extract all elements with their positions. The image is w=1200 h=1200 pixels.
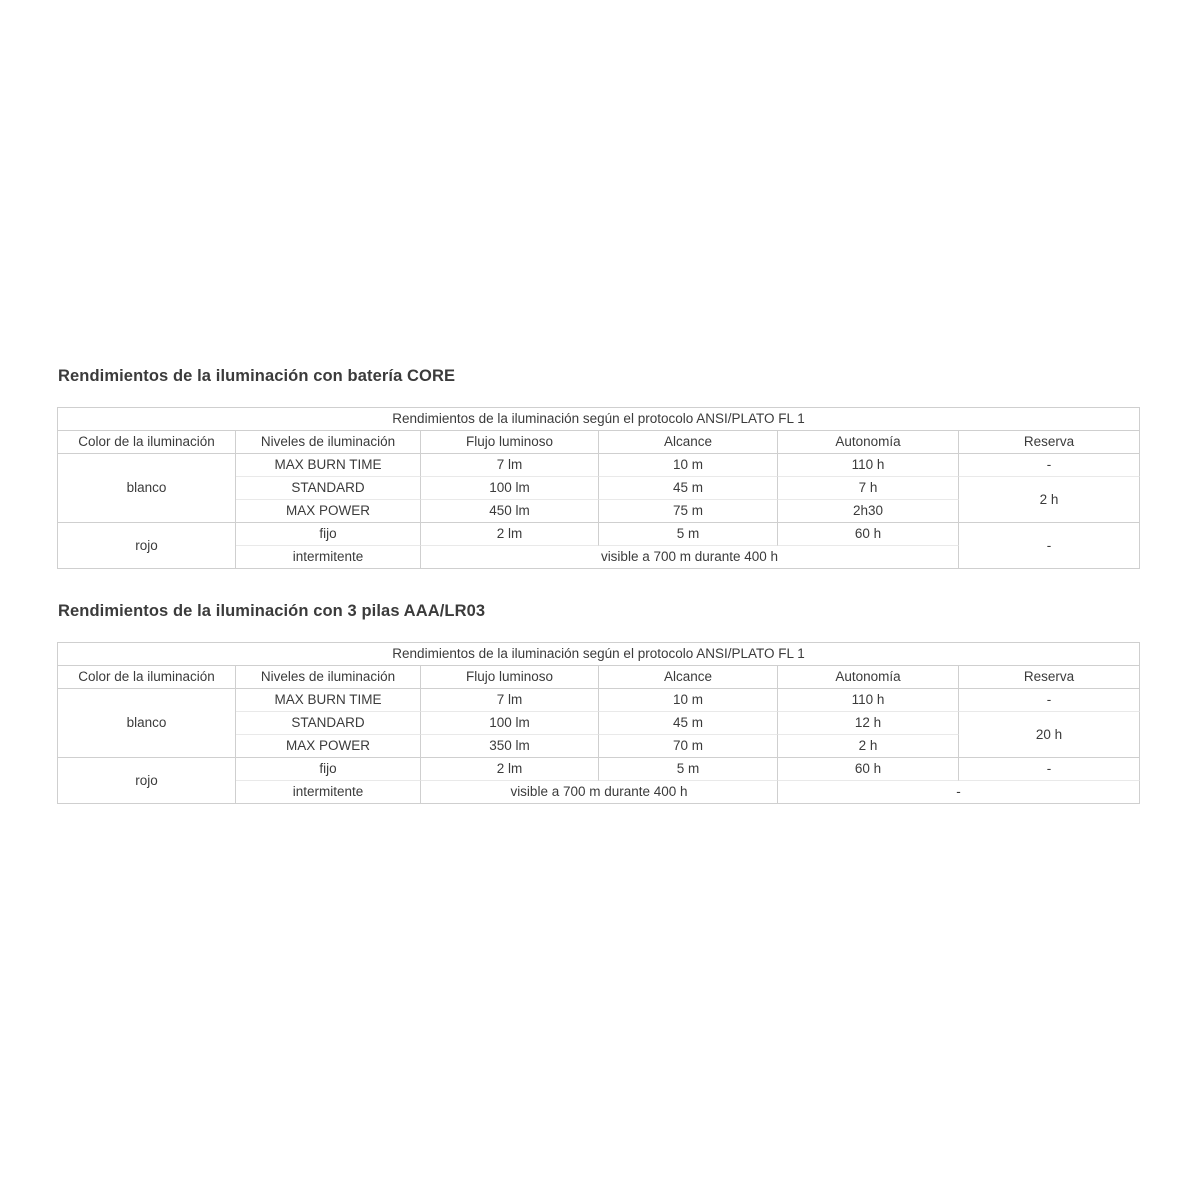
col-header-autonomia: Autonomía <box>778 431 959 454</box>
col-header-niveles-iluminacion: Niveles de iluminación <box>236 431 421 454</box>
cell-nivel: intermitente <box>236 546 421 569</box>
cell-color-rojo: rojo <box>58 758 236 804</box>
cell-alcance: 45 m <box>599 712 778 735</box>
col-header-reserva: Reserva <box>959 431 1140 454</box>
cell-reserva: 2 h <box>959 477 1140 523</box>
cell-nivel: MAX POWER <box>236 500 421 523</box>
section-title-core: Rendimientos de la iluminación con batería CORE <box>58 367 456 385</box>
cell-nivel: fijo <box>236 758 421 781</box>
cell-alcance: 10 m <box>599 689 778 712</box>
cell-autonomia: 2 h <box>778 735 959 758</box>
cell-autonomia: 110 h <box>778 689 959 712</box>
cell-color-rojo: rojo <box>58 523 236 569</box>
cell-autonomia: 60 h <box>778 758 959 781</box>
col-header-flujo-luminoso: Flujo luminoso <box>421 666 599 689</box>
cell-alcance: 10 m <box>599 454 778 477</box>
cell-color-blanco: blanco <box>58 689 236 758</box>
col-header-color-iluminacion: Color de la iluminación <box>58 666 236 689</box>
cell-reserva: 20 h <box>959 712 1140 758</box>
protocol-header-row <box>58 408 1140 431</box>
cell-nivel: MAX BURN TIME <box>236 454 421 477</box>
cell-flujo-luminoso: 2 lm <box>421 758 599 781</box>
cell-flujo-luminoso: 7 lm <box>421 454 599 477</box>
cell-flujo-luminoso: 450 lm <box>421 500 599 523</box>
cell-nivel: STANDARD <box>236 712 421 735</box>
cell-flujo-luminoso: 350 lm <box>421 735 599 758</box>
col-header-flujo-luminoso: Flujo luminoso <box>421 431 599 454</box>
cell-visibilidad: visible a 700 m durante 400 h <box>421 781 778 804</box>
section-title-aaa: Rendimientos de la iluminación con 3 pilas AAA/LR03 <box>58 602 486 620</box>
cell-flujo-luminoso: 2 lm <box>421 523 599 546</box>
cell-alcance: 45 m <box>599 477 778 500</box>
cell-alcance: 75 m <box>599 500 778 523</box>
cell-reserva: - <box>959 758 1140 781</box>
cell-nivel: MAX POWER <box>236 735 421 758</box>
protocol-header-cell: Rendimientos de la iluminación según el protocolo ANSI/PLATO FL 1 <box>58 643 1140 666</box>
cell-nivel: fijo <box>236 523 421 546</box>
col-header-niveles-iluminacion: Niveles de iluminación <box>236 666 421 689</box>
cell-reserva: - <box>959 523 1140 569</box>
col-header-color-iluminacion: Color de la iluminación <box>58 431 236 454</box>
cell-reserva: - <box>959 454 1140 477</box>
cell-alcance: 5 m <box>599 523 778 546</box>
aaa-batteries-table <box>57 642 1140 804</box>
table-row <box>58 523 1140 546</box>
col-header-autonomia: Autonomía <box>778 666 959 689</box>
core-battery-table <box>57 407 1140 569</box>
col-header-reserva: Reserva <box>959 666 1140 689</box>
cell-reserva: - <box>959 689 1140 712</box>
cell-nivel: intermitente <box>236 781 421 804</box>
cell-nivel: MAX BURN TIME <box>236 689 421 712</box>
protocol-header-cell: Rendimientos de la iluminación según el protocolo ANSI/PLATO FL 1 <box>58 408 1140 431</box>
cell-autonomia: 60 h <box>778 523 959 546</box>
cell-flujo-luminoso: 100 lm <box>421 712 599 735</box>
cell-alcance: 70 m <box>599 735 778 758</box>
column-header-row <box>58 666 1140 689</box>
cell-autonomia: 12 h <box>778 712 959 735</box>
cell-autonomia: 110 h <box>778 454 959 477</box>
cell-autonomia: 2h30 <box>778 500 959 523</box>
table-row <box>58 689 1140 712</box>
protocol-header-row <box>58 643 1140 666</box>
col-header-alcance: Alcance <box>599 431 778 454</box>
cell-alcance: 5 m <box>599 758 778 781</box>
cell-visibilidad: visible a 700 m durante 400 h <box>421 546 959 569</box>
cell-reserva: - <box>778 781 1140 804</box>
col-header-alcance: Alcance <box>599 666 778 689</box>
cell-flujo-luminoso: 7 lm <box>421 689 599 712</box>
table-row <box>58 454 1140 477</box>
cell-autonomia: 7 h <box>778 477 959 500</box>
cell-flujo-luminoso: 100 lm <box>421 477 599 500</box>
cell-color-blanco: blanco <box>58 454 236 523</box>
column-header-row <box>58 431 1140 454</box>
cell-nivel: STANDARD <box>236 477 421 500</box>
table-row <box>58 758 1140 781</box>
